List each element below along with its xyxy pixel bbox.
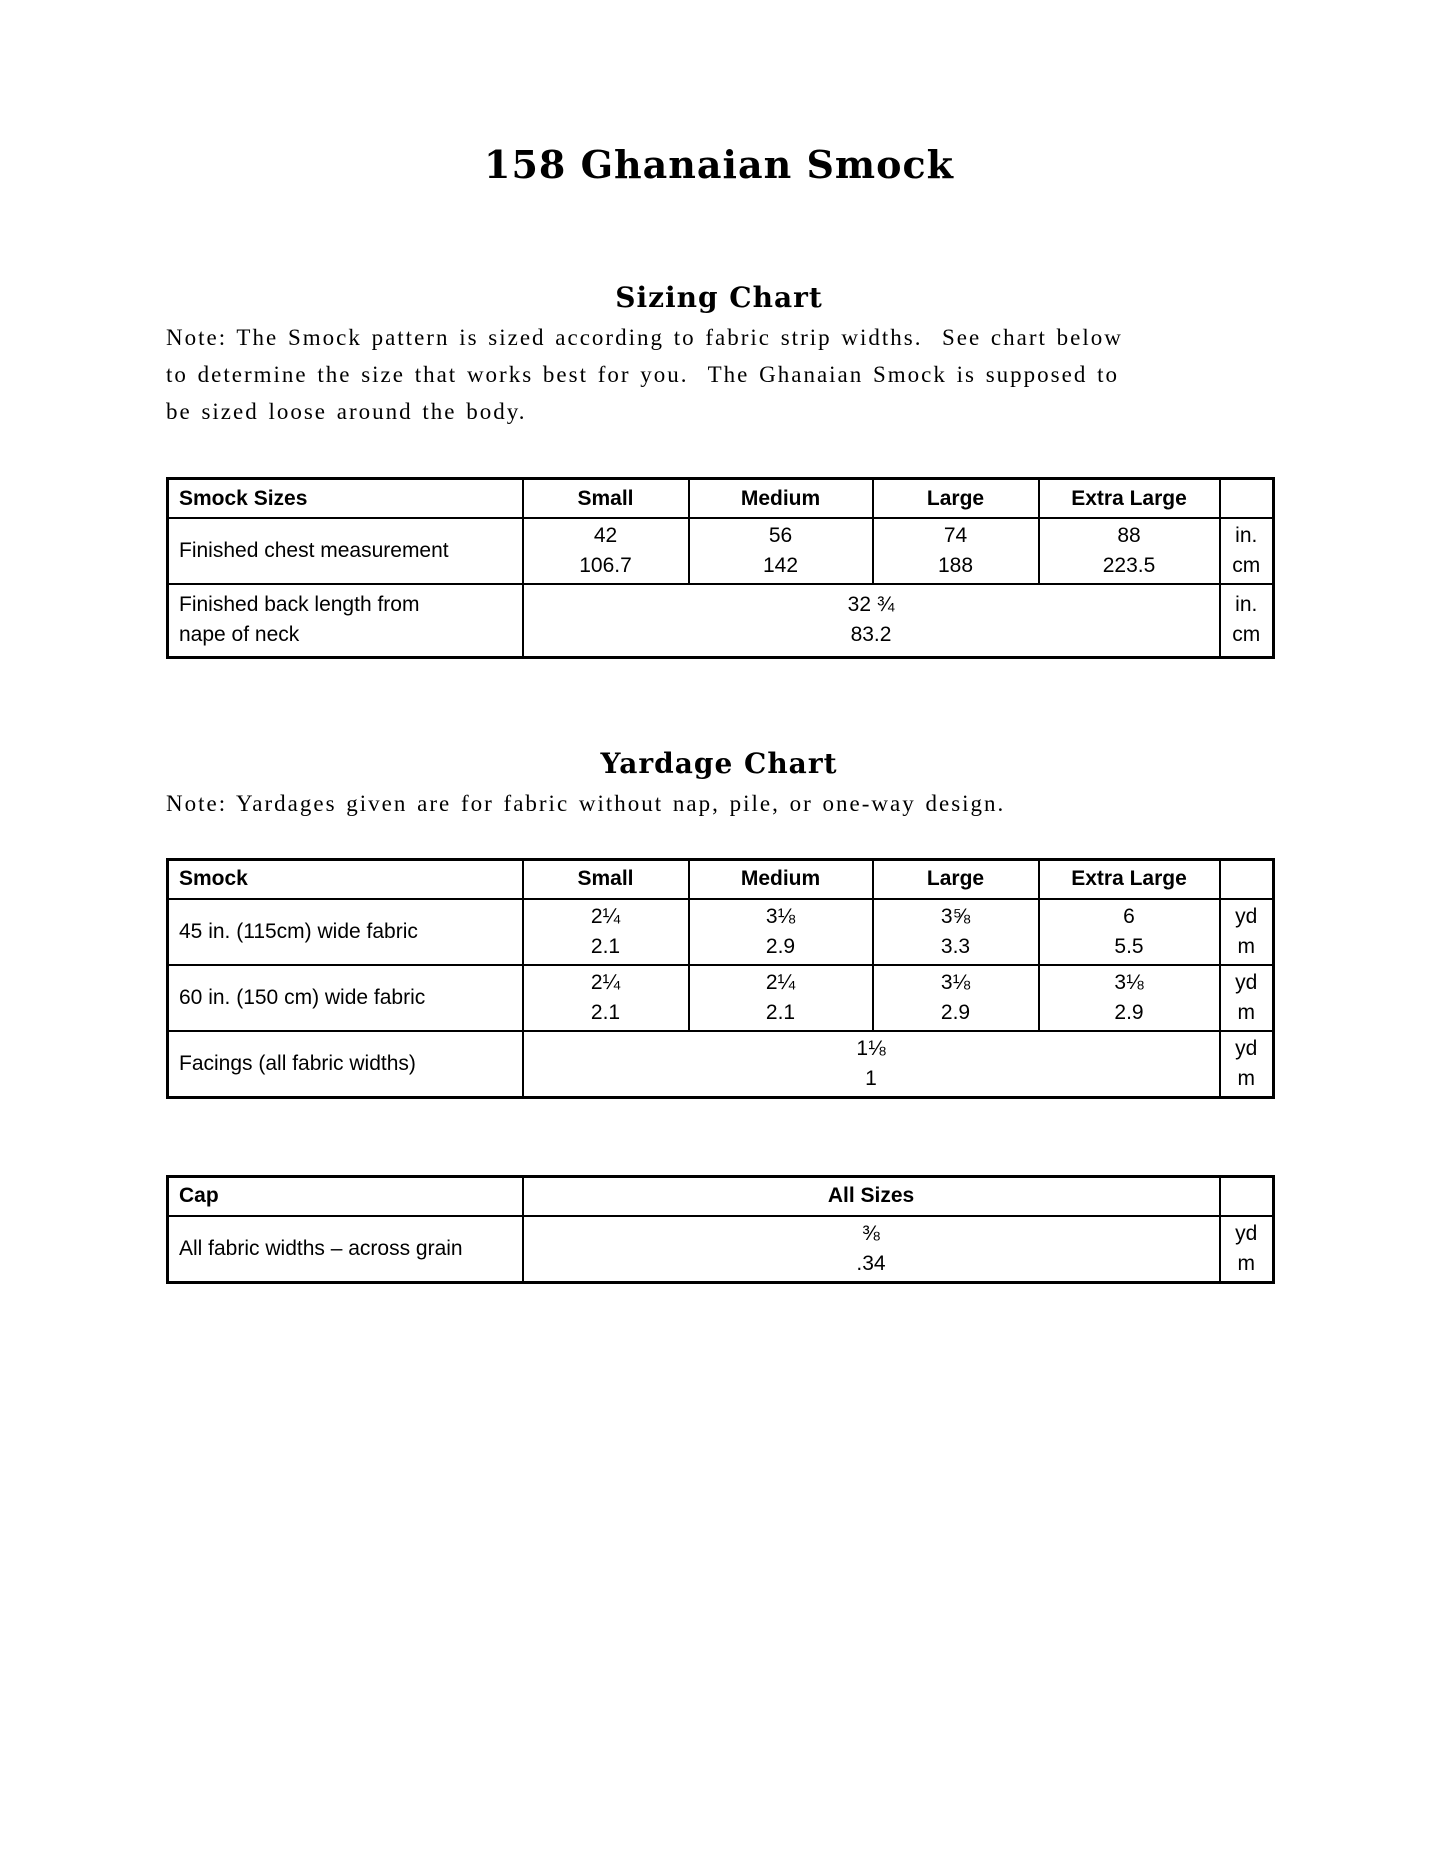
fabric45-small-yd: 2¼ [590,904,621,928]
yardage-60in-units [1220,965,1274,1031]
fabric45-medium-m: 2.9 [765,934,796,958]
fabric45-small-m: 2.1 [590,934,621,958]
yardage-note-line-1: Note: Yardages given are for fabric without nap, pile, or one-way design. [166,790,1006,816]
facings-m: 1 [865,1066,877,1090]
back-length-unit-in: in. [1235,593,1258,617]
yardage-header-row [168,859,1274,899]
sizing-back-length-all-sizes [523,584,1220,657]
yardage-60in-small [523,965,689,1031]
sizing-header-small: Small [523,479,689,519]
cap-header-units [1220,1176,1274,1216]
facings-unit-m: m [1237,1066,1255,1090]
yardage-table [166,858,1275,1099]
yardage-45in-medium [689,899,873,965]
yardage-facings-label: Facings (all fabric widths) [168,1031,523,1098]
chest-small-in: 42 [593,524,618,547]
yardage-facings-row [168,1031,1274,1098]
cap-header-all-sizes: All Sizes [523,1176,1220,1216]
back-length-in: 32 ¾ [847,593,895,617]
back-length-unit-cm: cm [1232,623,1261,647]
fabric45-xl-yd: 6 [1123,904,1135,928]
chest-large-cm: 188 [937,554,974,577]
fabric45-large-m: 3.3 [940,934,971,958]
yardage-header-small: Small [523,859,689,899]
sizing-chest-label: Finished chest measurement [168,518,523,584]
sizing-heading: Sizing Chart [615,281,823,314]
document-title: 158 Ghanaian Smock [484,142,954,187]
yardage-heading: Yardage Chart [600,746,838,780]
chest-unit-in: in. [1235,524,1258,547]
cap-table [166,1175,1275,1284]
sizing-header-extra-large: Extra Large [1039,479,1220,519]
yardage-facings-units [1220,1031,1274,1098]
yardage-45in-extra-large [1039,899,1220,965]
sizing-chest-row [168,518,1274,584]
yardage-60in-extra-large [1039,965,1220,1031]
sizing-back-length-units [1220,584,1274,657]
fabric60-unit-m: m [1237,1000,1255,1024]
fabric45-medium-yd: 3⅛ [765,904,796,928]
cap-row-label: All fabric widths – across grain [168,1216,523,1283]
sizing-chest-large [873,518,1039,584]
yardage-header-extra-large: Extra Large [1039,859,1220,899]
sizing-chest-extra-large [1039,518,1220,584]
chest-large-in: 74 [943,524,968,547]
chest-medium-cm: 142 [762,554,799,577]
sizing-chest-medium [689,518,873,584]
chest-xl-cm: 223.5 [1102,554,1156,577]
back-length-label-line-2: nape of neck [179,623,300,647]
cap-row [168,1216,1274,1283]
sizing-note-line-1: Note: The Smock pattern is sized according to fabric strip widths. See chart below [166,325,1123,350]
yardage-45in-small [523,899,689,965]
yardage-45in-label: 45 in. (115cm) wide fabric [168,899,523,965]
fabric60-large-yd: 3⅛ [940,970,971,994]
yardage-45in-row [168,899,1274,965]
sizing-note-line-2: to determine the size that works best for you. The Ghanaian Smock is supposed to [166,362,1119,387]
sizing-back-length-row [168,584,1274,657]
yardage-header-medium: Medium [689,859,873,899]
yardage-note [166,785,1272,822]
fabric60-xl-yd: 3⅛ [1114,970,1144,994]
fabric60-small-m: 2.1 [590,1000,621,1024]
cap-yd: ⅜ [862,1221,880,1245]
facings-yd: 1⅛ [856,1036,886,1060]
back-length-cm: 83.2 [850,623,892,647]
chest-unit-cm: cm [1232,554,1261,577]
cap-unit-yd: yd [1235,1221,1258,1245]
fabric60-large-m: 2.9 [940,1000,971,1024]
fabric45-unit-m: m [1237,934,1255,958]
fabric60-medium-m: 2.1 [765,1000,796,1024]
cap-unit-m: m [1237,1251,1255,1275]
yardage-facings-all-sizes [523,1031,1220,1098]
cap-row-all-sizes [523,1216,1220,1283]
cap-m: .34 [856,1251,886,1275]
cap-header-row [168,1176,1274,1216]
document-page [166,0,1272,1284]
chest-small-cm: 106.7 [579,554,632,577]
yardage-60in-row [168,965,1274,1031]
yardage-45in-large [873,899,1039,965]
fabric60-unit-yd: yd [1235,970,1258,994]
chest-xl-in: 88 [1117,524,1141,547]
yardage-60in-large [873,965,1039,1031]
sizing-note [166,319,1272,430]
fabric45-large-yd: 3⅝ [940,904,971,928]
sizing-header-units [1220,479,1274,519]
yardage-header-units [1220,859,1274,899]
yardage-45in-units [1220,899,1274,965]
yardage-60in-label: 60 in. (150 cm) wide fabric [168,965,523,1031]
fabric45-xl-m: 5.5 [1114,934,1144,958]
fabric60-xl-m: 2.9 [1114,1000,1144,1024]
sizing-table [166,477,1275,659]
chest-medium-in: 56 [768,524,793,547]
sizing-chest-units [1220,518,1274,584]
sizing-header-smock-sizes: Smock Sizes [168,479,523,519]
sizing-header-row [168,479,1274,519]
sizing-chest-small [523,518,689,584]
yardage-60in-medium [689,965,873,1031]
sizing-header-medium: Medium [689,479,873,519]
fabric60-small-yd: 2¼ [590,970,621,994]
fabric45-unit-yd: yd [1235,904,1258,928]
yardage-header-large: Large [873,859,1039,899]
fabric60-medium-yd: 2¼ [765,970,796,994]
sizing-back-length-label [168,584,523,657]
sizing-note-line-3: be sized loose around the body. [166,399,527,424]
cap-row-units [1220,1216,1274,1283]
sizing-header-large: Large [873,479,1039,519]
yardage-header-smock: Smock [168,859,523,899]
cap-header-cap: Cap [168,1176,523,1216]
facings-unit-yd: yd [1235,1036,1258,1060]
back-length-label-line-1: Finished back length from [179,593,420,617]
